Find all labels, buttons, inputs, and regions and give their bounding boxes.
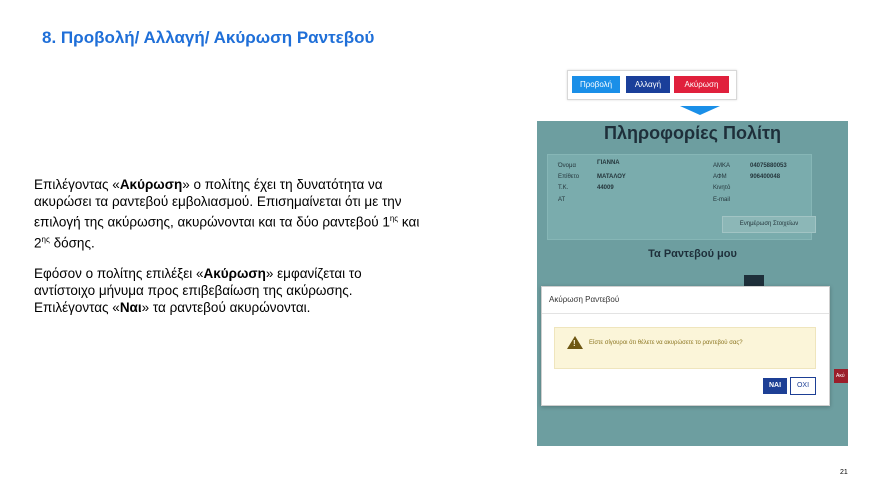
side-cancel-tab[interactable]: Ακύ (834, 369, 848, 383)
change-button[interactable]: Αλλαγή (626, 76, 670, 93)
bold-cancel: Ακύρωση (203, 266, 266, 281)
label-name: Όνομα (558, 163, 576, 169)
label-postal: Τ.Κ. (558, 185, 569, 191)
no-button[interactable]: ΟΧΙ (790, 377, 816, 395)
value-amka: 04075880053 (750, 163, 787, 169)
warning-message: Είστε σίγουροι ότι θέλετε να ακυρώσετε το ραντεβού σας? (589, 340, 743, 346)
action-button-bar (567, 70, 737, 100)
modal-divider (542, 313, 829, 314)
value-surname: ΜΑΤΑΛΟΥ (597, 174, 626, 180)
value-postal: 44009 (597, 185, 614, 191)
bold-yes: Ναι (119, 300, 142, 315)
label-surname: Επίθετο (558, 174, 580, 180)
update-details-button[interactable]: Ενημέρωση Στοιχείων (722, 216, 816, 233)
cancel-button[interactable]: Ακύρωση (674, 76, 729, 93)
value-name: ΓΙΑΝΝΑ (597, 160, 620, 166)
arrow-down-icon (680, 106, 720, 115)
warning-alert (554, 327, 816, 369)
label-mobile: Κινητό (713, 185, 731, 191)
label-email: E-mail (713, 197, 731, 203)
cancel-appointment-modal (541, 286, 830, 406)
label-amka: ΑΜΚΑ (713, 163, 731, 169)
text-run: » εμφανίζεται το αντίστοιχο μήνυμα προς επιβεβαίωση της ακύρωσης. Επιλέγοντας « (34, 266, 362, 315)
warning-icon: ! (567, 336, 583, 349)
text-run: Εφόσον ο πολίτης επιλέξει « (34, 266, 204, 281)
label-id: ΑΤ (558, 197, 566, 203)
appointments-title: Τα Ραντεβού μου (648, 248, 737, 260)
text-run: Επιλέγοντας « (34, 177, 120, 192)
page-number: 21 (840, 469, 848, 476)
slide-body (34, 176, 424, 316)
superscript: ης (41, 234, 50, 244)
value-afm: 906400048 (750, 174, 781, 180)
text-run: και 2 (34, 214, 420, 250)
yes-button[interactable]: ΝΑΙ (763, 378, 787, 394)
superscript: ης (389, 214, 399, 223)
label-afm: ΑΦΜ (713, 174, 727, 180)
text-run: » τα ραντεβού ακυρώνονται. (141, 300, 311, 315)
qr-code-icon (744, 275, 764, 286)
slide-title: 8. Προβολή/ Αλλαγή/ Ακύρωση Ραντεβού (42, 28, 375, 47)
text-run: » ο πολίτης έχει τη δυνατότητα να ακυρώσει τα ραντεβού εμβολιασμού. Επισημαίνεται ότι με την επιλογή της ακύρωσης, ακυρώνονται και τα δύο ραντεβού 1 (34, 177, 402, 230)
paragraph-confirm-info (34, 265, 424, 316)
modal-title: Ακύρωση Ραντεβού (549, 295, 620, 304)
view-button[interactable]: Προβολή (572, 76, 620, 93)
paragraph-cancel-info (34, 176, 424, 251)
text-run: δόσης. (49, 235, 95, 250)
citizen-info-title: Πληροφορίες Πολίτη (603, 123, 782, 143)
bold-cancel: Ακύρωση (119, 177, 183, 192)
